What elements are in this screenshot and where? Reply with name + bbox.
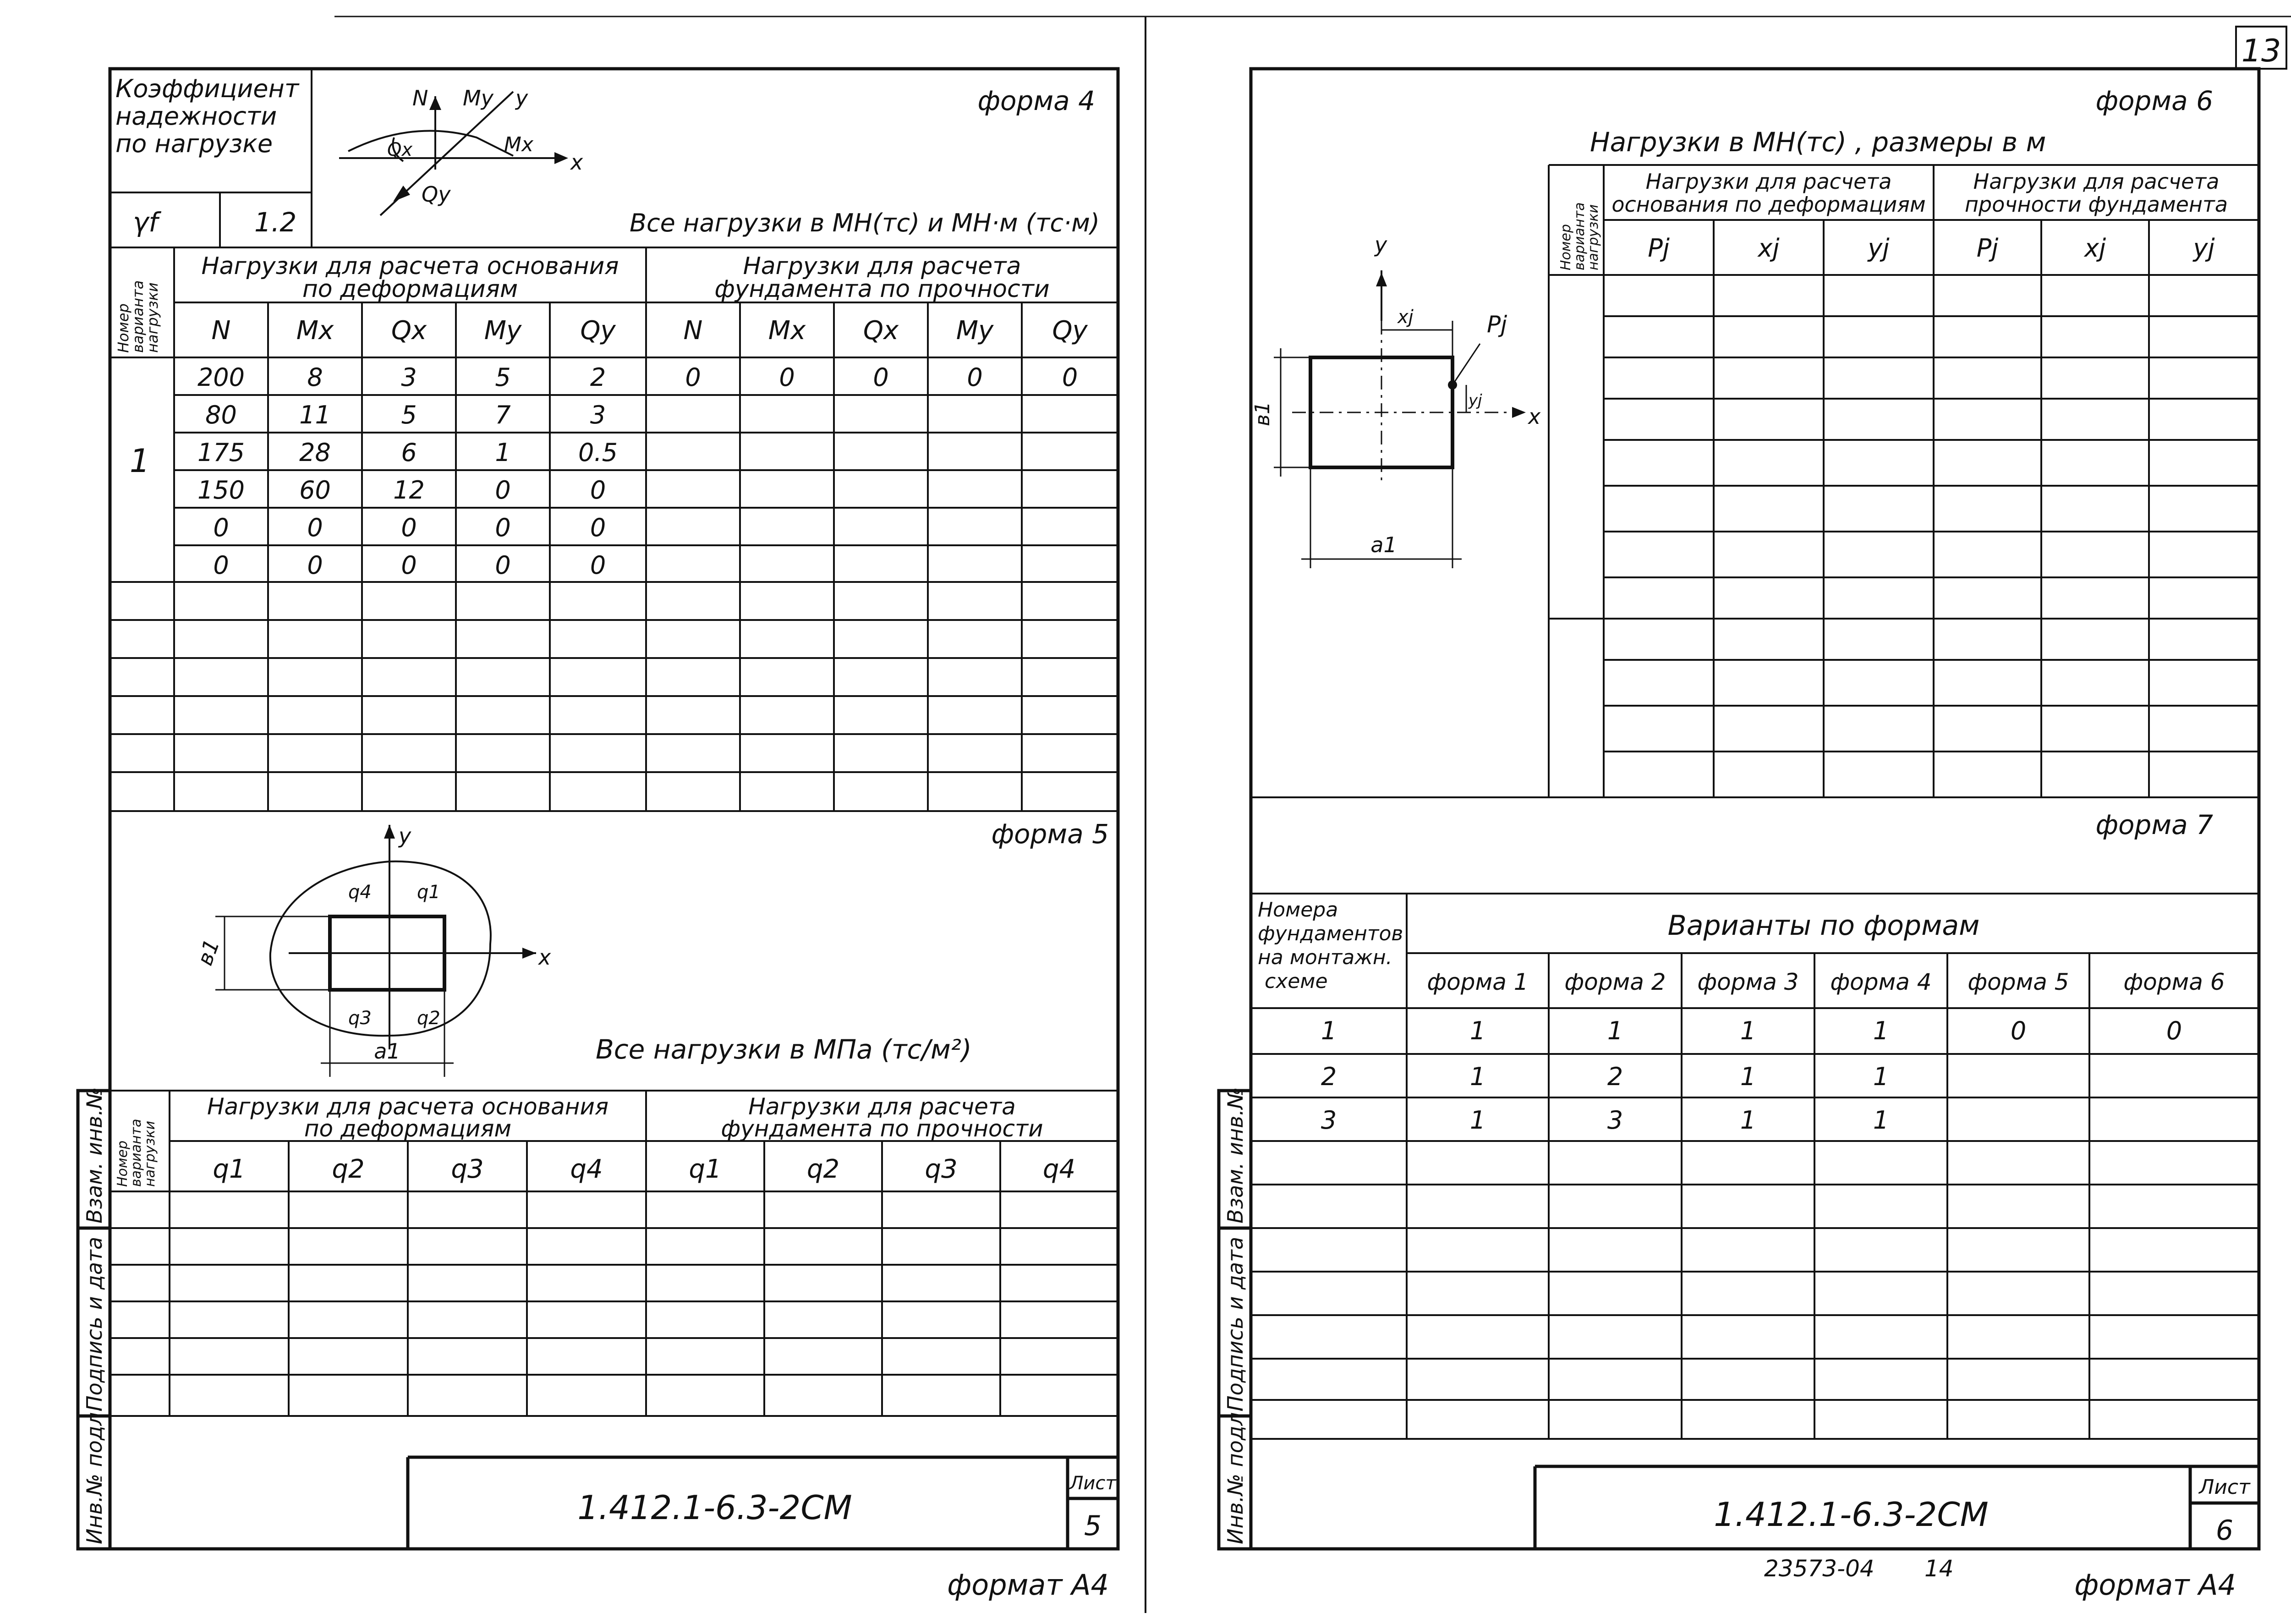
table-cell: 3	[1607, 1106, 1623, 1135]
table-cell: 1	[1469, 1016, 1486, 1045]
form4-column-headers	[212, 316, 1088, 346]
table-cell: 1	[1873, 1106, 1889, 1135]
diag-yj: yj	[1469, 391, 1482, 410]
table-cell: 0	[2010, 1016, 2027, 1045]
table-cell: 1	[495, 438, 511, 467]
coef-line-2: надежности	[115, 102, 277, 131]
table-cell: 0	[401, 551, 417, 580]
table-cell: 0	[495, 551, 511, 580]
table-cell: 1	[1607, 1016, 1623, 1045]
table-cell: 7	[495, 401, 511, 429]
table-cell: 1	[1469, 1106, 1486, 1135]
table-cell: 0	[495, 513, 511, 542]
diag-q1: q1	[417, 882, 440, 903]
column-header: форма 2	[1564, 969, 1666, 995]
left-sheet	[78, 69, 1118, 1602]
table-cell: 0.5	[578, 438, 618, 467]
form6-group1-line2: основания по деформациям	[1611, 192, 1926, 217]
diag-x: x	[1528, 404, 1541, 429]
form4-variant: 1	[129, 442, 150, 480]
table-cell: 0	[495, 476, 511, 505]
stamp-vzam-inv: Взам. инв.№	[1223, 1087, 1248, 1223]
column-header: xj	[2084, 234, 2106, 263]
bottom-note: 23573-04	[1764, 1555, 1874, 1582]
form4-group1-line1: Нагрузки для расчета основания	[201, 252, 619, 280]
table-cell: 0	[590, 513, 606, 542]
diag-b1: в1	[192, 936, 225, 969]
form7-label: форма 7	[2095, 809, 2213, 840]
table-cell: 0	[1062, 363, 1078, 392]
page-number: 13	[2241, 33, 2281, 69]
form7-column-headers	[1427, 969, 2225, 995]
table-cell: 0	[590, 551, 606, 580]
form6-column-headers	[1648, 234, 2214, 263]
diag-Qx: Qx	[387, 139, 413, 160]
form5-group2-line2: фундамента по прочности	[721, 1115, 1043, 1142]
form6	[1251, 85, 2259, 797]
form6-units-note: Нагрузки в МН(тс) , размеры в м	[1590, 126, 2046, 158]
form6-group1-line1: Нагрузки для расчета	[1645, 169, 1892, 194]
table-cell: 0	[401, 513, 417, 542]
right-sheet	[1219, 69, 2259, 1602]
table-cell: 1	[1469, 1062, 1486, 1091]
form4	[110, 69, 1118, 811]
column-header: Mx	[296, 316, 334, 346]
table-cell: 0	[2166, 1016, 2182, 1045]
diag-x: x	[538, 945, 551, 970]
table-cell: 12	[393, 476, 425, 505]
column-header: Pj	[1976, 234, 1999, 263]
form6-group2-line1: Нагрузки для расчета	[1973, 169, 2220, 194]
form7	[1251, 809, 2259, 1439]
table-cell: 3	[1321, 1106, 1337, 1135]
diag-Pj: Pj	[1487, 311, 1507, 338]
column-header: q1	[213, 1154, 246, 1184]
diag-xj: xj	[1398, 307, 1414, 328]
gamma-symbol: γf	[133, 207, 158, 238]
table-cell: 8	[307, 363, 323, 392]
diag-y: y	[515, 86, 528, 110]
diag-N: N	[412, 86, 428, 110]
form5-soil-diagram	[192, 823, 551, 1077]
table-cell: 1	[1740, 1062, 1756, 1091]
table-cell: 1	[1740, 1016, 1756, 1045]
column-header: yj	[2193, 234, 2215, 263]
column-header: q4	[1042, 1154, 1076, 1184]
table-cell: 200	[197, 363, 245, 392]
form4-axes-diagram	[339, 86, 583, 215]
form4-units-note: Все нагрузки в МН(тс) и МН·м (тс·м)	[629, 208, 1100, 237]
table-cell: 0	[590, 476, 606, 505]
table-cell: 1	[1740, 1106, 1756, 1135]
form5-group1-line2: по деформациям	[304, 1115, 512, 1142]
right-list-number: 6	[2215, 1514, 2234, 1547]
diag-y: y	[399, 823, 411, 848]
left-title-block	[408, 1457, 1118, 1549]
form7-group-title: Варианты по формам	[1667, 910, 1980, 942]
stamp-inv-podl: Инв.№ подл.	[1223, 1405, 1248, 1544]
form7-left-head: Номера фундаментов на монтажн. схеме	[1258, 898, 1403, 993]
column-header: Mx	[768, 316, 806, 346]
table-cell: 0	[307, 551, 323, 580]
table-cell: 3	[401, 363, 417, 392]
table-cell: 1	[1873, 1016, 1889, 1045]
form6-label: форма 6	[2095, 85, 2213, 116]
right-list-label: Лист	[2199, 1476, 2250, 1499]
table-cell: 0	[213, 551, 229, 580]
form4-rowhead: Номер варианта нагрузки	[115, 280, 161, 353]
diag-My: My	[463, 86, 493, 110]
table-cell: 150	[197, 476, 245, 505]
left-list-number: 5	[1084, 1510, 1102, 1542]
column-header: My	[484, 316, 522, 346]
column-header: Qx	[391, 316, 427, 346]
form6-rowhead: Номер варианта нагрузки	[1558, 202, 1601, 270]
form5-group2-line1: Нагрузки для расчета	[748, 1093, 1016, 1120]
column-header: форма 6	[2123, 969, 2225, 995]
column-header: q3	[451, 1154, 484, 1184]
form5	[110, 818, 1118, 1416]
table-cell: 1	[1873, 1062, 1889, 1091]
table-cell: 2	[1607, 1062, 1623, 1091]
form5-label: форма 5	[991, 818, 1109, 850]
stamp-inv-podl: Инв.№ подл.	[82, 1405, 107, 1544]
right-format-label: формат А4	[2074, 1568, 2236, 1602]
column-header: Qx	[863, 316, 899, 346]
form5-column-headers	[213, 1154, 1075, 1184]
column-header: форма 4	[1830, 969, 1932, 995]
table-cell: 0	[967, 363, 983, 392]
table-cell: 60	[299, 476, 331, 505]
diag-q4: q4	[348, 882, 372, 903]
column-header: форма 1	[1427, 969, 1529, 995]
form7-cells	[1321, 1016, 2182, 1135]
form5-units-note: Все нагрузки в МПа (тс/м²)	[596, 1034, 972, 1065]
diag-Qy: Qy	[422, 182, 451, 207]
column-header: q2	[332, 1154, 365, 1184]
left-format-label: формат А4	[947, 1568, 1109, 1602]
form5-group1-line1: Нагрузки для расчета основания	[207, 1093, 609, 1120]
table-cell: 2	[1321, 1062, 1337, 1091]
table-cell: 1	[1321, 1016, 1337, 1045]
diag-x: x	[570, 150, 583, 175]
table-cell: 11	[299, 401, 331, 429]
column-header: форма 5	[1968, 969, 2069, 995]
form4-group1-line2: по деформациям	[302, 275, 518, 303]
table-cell: 175	[197, 438, 245, 467]
coef-line-3: по нагрузке	[115, 129, 273, 158]
diag-Mx: Mx	[504, 133, 534, 156]
bottom-note-2: 14	[1924, 1555, 1954, 1582]
table-cell: 0	[779, 363, 795, 392]
column-header: Qy	[1052, 316, 1088, 346]
table-cell: 0	[213, 513, 229, 542]
table-cell: 2	[590, 363, 606, 392]
table-cell: 6	[401, 438, 417, 467]
column-header: q3	[925, 1154, 958, 1184]
diag-a1: a1	[374, 1039, 400, 1064]
column-header: N	[211, 316, 231, 346]
table-cell: 28	[299, 438, 331, 467]
column-header: yj	[1868, 234, 1890, 263]
table-cell: 80	[205, 401, 237, 429]
diag-b1: в1	[1251, 401, 1274, 426]
form6-group2-line2: прочности фундамента	[1964, 192, 2228, 217]
column-header: q2	[806, 1154, 840, 1184]
table-cell: 5	[495, 363, 511, 392]
right-doc-code: 1.412.1-6.3-2СМ	[1714, 1495, 1989, 1534]
column-header: My	[956, 316, 994, 346]
table-cell: 0	[685, 363, 701, 392]
diag-y: y	[1375, 232, 1387, 257]
form4-group2-line2: фундамента по прочности	[714, 275, 1050, 303]
stamp-vzam-inv: Взам. инв.№	[82, 1087, 107, 1223]
column-header: Qy	[580, 316, 616, 346]
table-cell: 5	[401, 401, 417, 429]
diag-q2: q2	[417, 1008, 440, 1029]
table-cell: 3	[590, 401, 606, 429]
left-doc-code: 1.412.1-6.3-2СМ	[577, 1488, 852, 1527]
left-list-label: Лист	[1069, 1473, 1116, 1494]
form4-group2-line1: Нагрузки для расчета	[743, 252, 1021, 280]
form4-label: форма 4	[977, 85, 1095, 116]
coef-line-1: Коэффициент	[115, 74, 299, 103]
form5-rowhead: Номер варианта нагрузки	[115, 1119, 158, 1187]
diag-a1: a1	[1370, 532, 1397, 557]
gamma-value: 1.2	[254, 207, 297, 238]
column-header: q1	[689, 1154, 722, 1184]
column-header: Pj	[1648, 234, 1670, 263]
diag-q3: q3	[348, 1008, 372, 1029]
table-cell: 0	[307, 513, 323, 542]
right-title-block	[1535, 1466, 2259, 1549]
form6-plan-diagram	[1251, 232, 1541, 568]
column-header: q4	[570, 1154, 603, 1184]
table-cell: 0	[873, 363, 889, 392]
stamp-podpis-data: Подпись и дата	[1223, 1236, 1248, 1411]
column-header: xj	[1758, 234, 1780, 263]
column-header: форма 3	[1697, 969, 1799, 995]
stamp-podpis-data: Подпись и дата	[82, 1236, 107, 1411]
column-header: N	[683, 316, 703, 346]
